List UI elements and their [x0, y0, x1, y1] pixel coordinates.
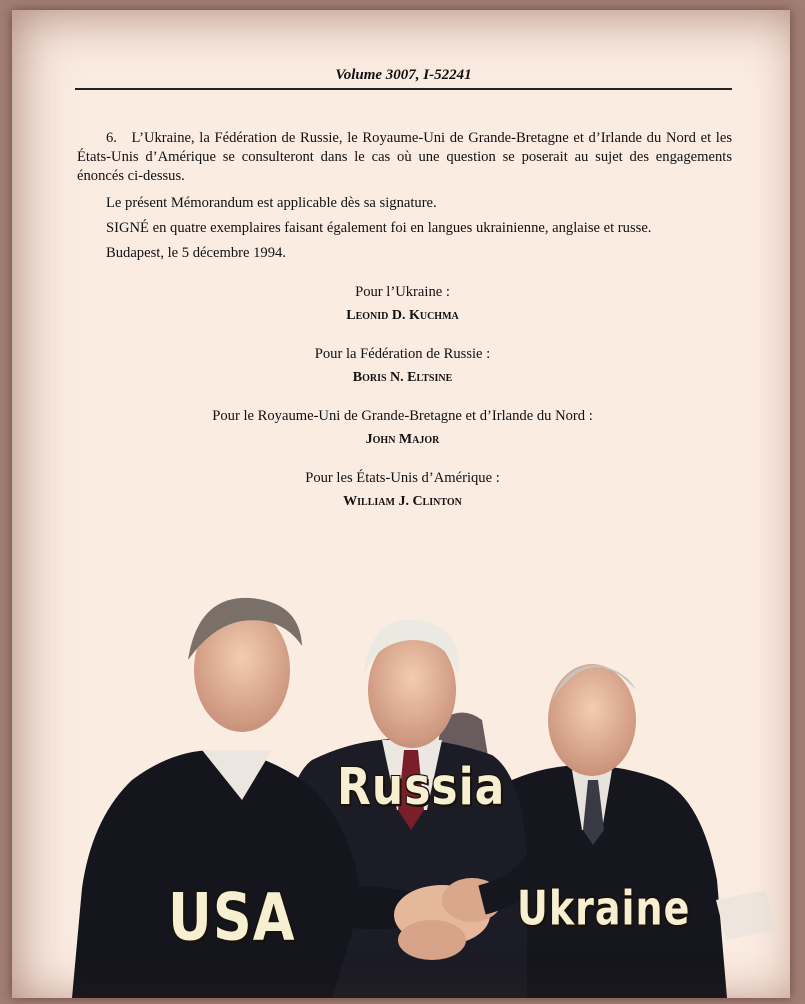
man-right	[487, 664, 776, 998]
paragraph-consultation: 6. L’Ukraine, la Fédération de Russie, le Royaume-Uni de Grande-Bretagne et d’Irlande du Nord et les États-Unis d’Amérique se consulteront dans le cas où une question se poserait au sujet des engagements énoncés ci-dessus.	[77, 130, 732, 184]
volume-header: Volume 3007, I-52241	[75, 67, 732, 90]
signatory-name: Leonid D. Kuchma	[346, 308, 459, 323]
signatory-country: Pour les États-Unis d’Amérique :	[305, 470, 500, 486]
memorandum-body	[77, 129, 732, 269]
signature-section	[75, 281, 730, 529]
paragraph-applicability: Le présent Mémorandum est applicable dès sa signature.	[106, 195, 437, 211]
label-usa: USA	[168, 879, 296, 956]
signatory-country: Pour l’Ukraine :	[355, 284, 450, 300]
signatory-name: Boris N. Eltsine	[352, 370, 453, 385]
signature-russia	[75, 343, 730, 389]
signature-uk	[75, 405, 730, 451]
signatory-name: William J. Clinton	[343, 494, 462, 509]
label-ukraine: Ukraine	[517, 880, 691, 936]
document-page	[12, 10, 790, 998]
signatory-country: Pour le Royaume-Uni de Grande-Bretagne et d’Irlande du Nord :	[212, 408, 593, 424]
paragraph-place-date: Budapest, le 5 décembre 1994.	[106, 245, 286, 261]
signatory-name: John Major	[365, 432, 440, 447]
signature-ukraine	[75, 281, 730, 327]
paragraph-signed: SIGNÉ en quatre exemplaires faisant également foi en langues ukrainienne, anglaise et russe.	[106, 220, 652, 236]
signature-usa	[75, 467, 730, 513]
label-russia: Russia	[337, 758, 506, 817]
signatory-country: Pour la Fédération de Russie :	[314, 346, 491, 362]
